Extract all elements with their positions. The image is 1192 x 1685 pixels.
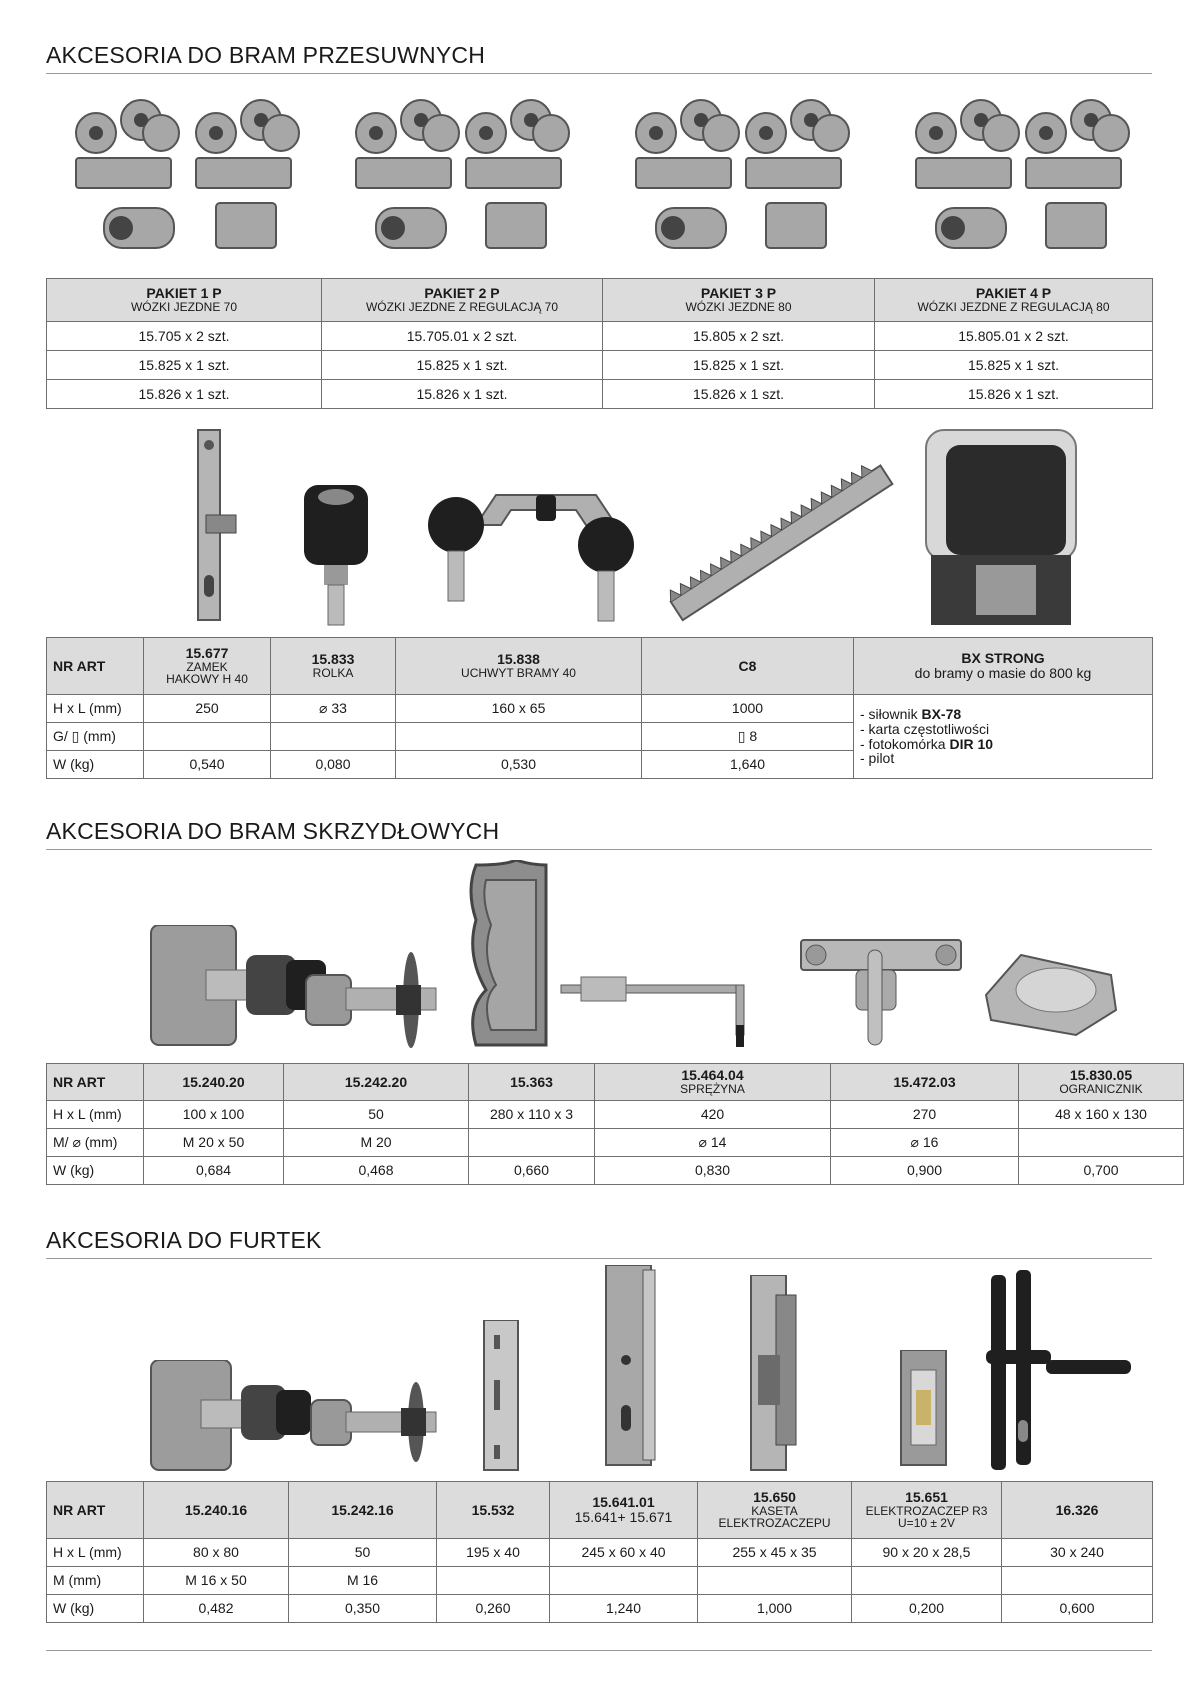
table-row: [47, 1129, 1184, 1157]
table-cell: 15.825 x 1 szt.: [875, 351, 1153, 380]
table-cell: 50: [289, 1539, 437, 1567]
table-cell: 0,700: [1019, 1157, 1184, 1185]
table-cell: 270: [831, 1101, 1019, 1129]
nr-art-label: NR ART: [47, 1064, 144, 1101]
wicket-hinge-bolt-image: [306, 1380, 466, 1470]
table-cell: 0,540: [144, 751, 271, 779]
packages-table: [46, 278, 1153, 409]
table-cell: [1002, 1567, 1153, 1595]
product-header: 15.830.05 OGRANICZNIK: [1019, 1064, 1184, 1101]
strike-plate-image: [476, 1320, 526, 1475]
table-cell: 15.825 x 1 szt.: [322, 351, 603, 380]
table-cell: M 16 x 50: [144, 1567, 289, 1595]
table-cell: [271, 723, 396, 751]
package-4-image: [906, 88, 1146, 268]
table-cell: 195 x 40: [437, 1539, 550, 1567]
table-cell: ⌀ 14: [595, 1129, 831, 1157]
photo-row-sliding-parts: [46, 425, 1152, 635]
table-row: [47, 695, 1153, 723]
table-cell: [698, 1567, 852, 1595]
table-cell: 15.705 x 2 szt.: [47, 322, 322, 351]
table-row: [47, 1101, 1184, 1129]
table-cell: [144, 723, 271, 751]
gate-holder-image: [416, 485, 646, 625]
gate-stop-image: [981, 950, 1121, 1040]
spring-bolt-image: [556, 955, 776, 1050]
table-cell: 48 x 160 x 130: [1019, 1101, 1184, 1129]
table-row: [47, 322, 1153, 351]
product-header: 15.650 KASETA ELEKTROZACZEPU: [698, 1482, 852, 1539]
product-header: 15.240.20: [144, 1064, 284, 1101]
roller-image: [296, 485, 376, 630]
table-cell: M 20 x 50: [144, 1129, 284, 1157]
product-header: BX STRONG do bramy o masie do 800 kg: [854, 638, 1153, 695]
package-2-image: [346, 88, 586, 268]
table-cell: 15.825 x 1 szt.: [603, 351, 875, 380]
package-header: PAKIET 3 P WÓZKI JEZDNE 80: [603, 279, 875, 322]
electric-strike-box-image: [746, 1275, 801, 1475]
section-title-sliding: AKCESORIA DO BRAM PRZESUWNYCH: [46, 42, 1152, 74]
table-cell: 0,684: [144, 1157, 284, 1185]
table-cell: 50: [284, 1101, 469, 1129]
table-cell: [1019, 1129, 1184, 1157]
product-header: 15.651 ELEKTROZACZEP R3 U=10 ± 2V: [852, 1482, 1002, 1539]
row-label: H x L (mm): [47, 695, 144, 723]
table-cell: 15.805.01 x 2 szt.: [875, 322, 1153, 351]
table-cell: 0,350: [289, 1595, 437, 1623]
table-cell: 0,260: [437, 1595, 550, 1623]
product-header: 15.240.16: [144, 1482, 289, 1539]
package-1-image: [66, 88, 306, 268]
table-cell: M 16: [289, 1567, 437, 1595]
row-label: W (kg): [47, 1595, 144, 1623]
table-cell: ⌀ 33: [271, 695, 396, 723]
gate-latch-image: [796, 920, 966, 1050]
table-cell: 15.705.01 x 2 szt.: [322, 322, 603, 351]
package-header: PAKIET 2 P WÓZKI JEZDNE Z REGULACJĄ 70: [322, 279, 603, 322]
table-cell: 0,468: [284, 1157, 469, 1185]
table-cell: 1,240: [550, 1595, 698, 1623]
table-cell: 0,530: [396, 751, 642, 779]
row-label: W (kg): [47, 751, 144, 779]
table-cell: 1,000: [698, 1595, 852, 1623]
table-cell: [396, 723, 642, 751]
table-cell: 245 x 60 x 40: [550, 1539, 698, 1567]
table-cell: ▯ 8: [642, 723, 854, 751]
table-cell: M 20: [284, 1129, 469, 1157]
photo-row-packages: [46, 88, 1152, 268]
table-cell: [437, 1567, 550, 1595]
list-item: - pilot: [860, 750, 895, 767]
product-header: 16.326: [1002, 1482, 1153, 1539]
table-cell: [852, 1567, 1002, 1595]
bx-strong-motor-image: [916, 425, 1086, 630]
table-cell: 1000: [642, 695, 854, 723]
table-cell: 0,660: [469, 1157, 595, 1185]
table-cell: 80 x 80: [144, 1539, 289, 1567]
hinge-bolt-image: [301, 950, 461, 1055]
photo-row-swing: [46, 860, 1152, 1060]
table-cell: [550, 1567, 698, 1595]
sliding-parts-table: [46, 637, 1153, 779]
table-cell: [469, 1129, 595, 1157]
nr-art-label: NR ART: [47, 1482, 144, 1539]
door-handle-image: [986, 1270, 1136, 1475]
table-cell: 15.826 x 1 szt.: [322, 380, 603, 409]
row-label: M (mm): [47, 1567, 144, 1595]
table-row: [47, 380, 1153, 409]
gear-rack-image: [666, 460, 896, 625]
list-item: - fotokomórka DIR 10: [860, 735, 994, 752]
table-cell: 0,482: [144, 1595, 289, 1623]
table-cell: 280 x 110 x 3: [469, 1101, 595, 1129]
table-cell: 250: [144, 695, 271, 723]
table-row: [47, 1567, 1153, 1595]
table-cell: 30 x 240: [1002, 1539, 1153, 1567]
wicket-hinge-plate-image: [146, 1360, 321, 1475]
product-header: 15.242.16: [289, 1482, 437, 1539]
table-cell: 0,900: [831, 1157, 1019, 1185]
photo-row-wicket: [46, 1265, 1152, 1480]
table-cell: 100 x 100: [144, 1101, 284, 1129]
row-label: M/ ⌀ (mm): [47, 1129, 144, 1157]
product-header: 15.472.03: [831, 1064, 1019, 1101]
row-label: H x L (mm): [47, 1101, 144, 1129]
table-cell: 420: [595, 1101, 831, 1129]
bottom-divider: [46, 1650, 1152, 1651]
table-cell: 0,080: [271, 751, 396, 779]
table-cell: 15.826 x 1 szt.: [47, 380, 322, 409]
product-header: 15.464.04 SPRĘŻYNA: [595, 1064, 831, 1101]
swing-table: [46, 1063, 1184, 1185]
product-header: 15.833 ROLKA: [271, 638, 396, 695]
table-cell: 0,600: [1002, 1595, 1153, 1623]
table-row: [47, 1595, 1153, 1623]
package-3-image: [626, 88, 866, 268]
table-cell: 15.826 x 1 szt.: [603, 380, 875, 409]
table-cell: 15.826 x 1 szt.: [875, 380, 1153, 409]
product-header: 15.532: [437, 1482, 550, 1539]
product-header: 15.641.01 15.641+ 15.671: [550, 1482, 698, 1539]
wicket-table: [46, 1481, 1153, 1623]
table-cell: 15.805 x 2 szt.: [603, 322, 875, 351]
row-label: W (kg): [47, 1157, 144, 1185]
product-header: 15.242.20: [284, 1064, 469, 1101]
product-header: C8: [642, 638, 854, 695]
hook-lock-image: [176, 425, 246, 625]
table-row: [47, 351, 1153, 380]
package-header: PAKIET 4 P WÓZKI JEZDNE Z REGULACJĄ 80: [875, 279, 1153, 322]
table-cell: 1,640: [642, 751, 854, 779]
list-item: - karta częstotliwości: [860, 720, 990, 737]
table-cell: 0,830: [595, 1157, 831, 1185]
bx-strong-contents: [854, 695, 1153, 779]
table-cell: 90 x 20 x 28,5: [852, 1539, 1002, 1567]
electric-strike-image: [896, 1350, 951, 1470]
product-header: 15.363: [469, 1064, 595, 1101]
table-cell: ⌀ 16: [831, 1129, 1019, 1157]
row-label: H x L (mm): [47, 1539, 144, 1567]
table-cell: 160 x 65: [396, 695, 642, 723]
list-item: - siłownik BX-78: [860, 706, 962, 723]
package-header: PAKIET 1 P WÓZKI JEZDNE 70: [47, 279, 322, 322]
section-title-swing: AKCESORIA DO BRAM SKRZYDŁOWYCH: [46, 818, 1152, 850]
row-label: G/ ▯ (mm): [47, 723, 144, 751]
table-cell: 0,200: [852, 1595, 1002, 1623]
section-title-wicket: AKCESORIA DO FURTEK: [46, 1227, 1152, 1259]
lock-cassette-image: [601, 1265, 661, 1470]
product-header: 15.838 UCHWYT BRAMY 40: [396, 638, 642, 695]
table-cell: 15.825 x 1 szt.: [47, 351, 322, 380]
nr-art-label: NR ART: [47, 638, 144, 695]
table-row: [47, 1157, 1184, 1185]
product-header: 15.677 ZAMEK HAKOWY H 40: [144, 638, 271, 695]
decorative-panel-image: [461, 860, 556, 1050]
table-cell: 255 x 45 x 35: [698, 1539, 852, 1567]
table-row: [47, 1539, 1153, 1567]
